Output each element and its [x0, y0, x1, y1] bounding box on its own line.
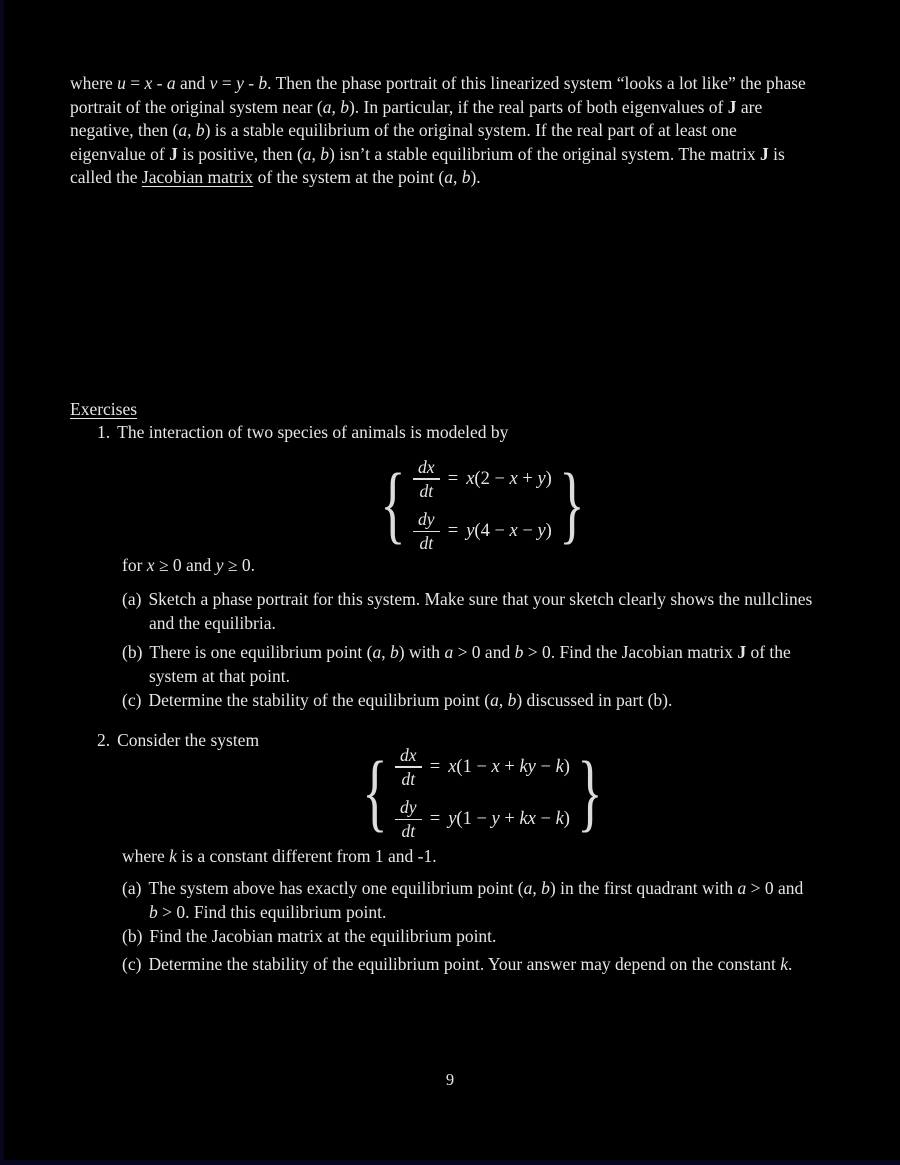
- part-text: Determine the stability of the equilibrium point. Your answer may depend on the constant k.: [148, 954, 793, 974]
- equation-rhs: x(2 − x + y): [466, 468, 552, 489]
- part-line: b > 0. Find this equilibrium point.: [149, 901, 387, 922]
- fraction-dx-dt: [395, 746, 422, 788]
- fraction-dy-dt: [395, 798, 422, 840]
- part-line: [122, 588, 812, 612]
- part-line: [122, 877, 803, 901]
- equation-system-2: [360, 746, 605, 841]
- part-line: [122, 925, 496, 949]
- part-text: Sketch a phase portrait for this system. Make sure that your sketch clearly shows the nullclines: [148, 589, 813, 609]
- equation-rhs: x(1 − x + ky − k): [448, 756, 570, 777]
- fraction-numerator: dy: [418, 509, 435, 530]
- part-text: Find the Jacobian matrix at the equilibrium point.: [149, 926, 497, 946]
- fraction-bar: [413, 531, 440, 533]
- part-line: [122, 641, 791, 665]
- part-line: [122, 953, 792, 977]
- problem-1-number: 1.: [97, 422, 111, 442]
- page-edge-left: [0, 0, 4, 1165]
- paragraph-line: negative, then (a, b) is a stable equilibrium of the original system. If the real part of at least one: [70, 120, 737, 140]
- part-text: Determine the stability of the equilibrium point (a, b) discussed in part (b).: [148, 690, 673, 710]
- part-label: (c): [122, 690, 142, 710]
- equals-sign: =: [429, 756, 441, 777]
- page-number: 9: [445, 1070, 455, 1089]
- paragraph-line: portrait of the original system near (a, b). In particular, if the real parts of both eigenvalues of J are: [70, 96, 763, 117]
- part-text: The system above has exactly one equilibrium point (a, b) in the first quadrant with a > 0 and: [148, 878, 804, 898]
- fraction-denominator: dt: [419, 480, 434, 501]
- exercises-heading: Exercises: [70, 399, 138, 419]
- paragraph-line: eigenvalue of J is positive, then (a, b) isn’t a stable equilibrium of the original system. The matrix J is: [70, 143, 785, 164]
- equation-dx-dt: [395, 746, 570, 788]
- fraction-bar: [395, 766, 422, 768]
- constant-note-line: where k is a constant different from 1 and -1.: [122, 846, 437, 866]
- fraction-numerator: dx: [418, 457, 435, 477]
- problem-1-title: The interaction of two species of animals is modeled by: [117, 422, 509, 442]
- equals-sign: =: [447, 520, 459, 541]
- equals-sign: =: [429, 808, 441, 829]
- equation-rows: [395, 746, 570, 841]
- equation-dy-dt: [395, 798, 570, 840]
- part-label: (c): [122, 954, 142, 974]
- problem-2-number: 2.: [97, 730, 111, 750]
- problem-1-part-b: [122, 641, 791, 688]
- right-brace: }: [577, 745, 603, 841]
- intro-paragraph: [70, 72, 806, 190]
- equation-dx-dt: [413, 458, 552, 500]
- part-line: [122, 689, 672, 713]
- part-line: and the equilibria.: [149, 612, 276, 633]
- fraction-bar: [413, 478, 440, 480]
- fraction-dy-dt: [413, 510, 440, 552]
- problem-2-part-c: [122, 953, 792, 977]
- part-label: (a): [122, 878, 142, 898]
- part-label: (b): [122, 926, 143, 946]
- fraction-numerator: dy: [400, 797, 417, 818]
- problem-1-part-a: [122, 588, 812, 635]
- problem-1-heading: [97, 421, 508, 445]
- equals-sign: =: [447, 468, 459, 489]
- fraction-denominator: dt: [401, 768, 416, 789]
- fraction-dx-dt: [413, 458, 440, 500]
- left-brace: {: [380, 457, 406, 553]
- part-label: (a): [122, 589, 142, 609]
- problem-2-part-b: [122, 925, 496, 949]
- equation-rhs: y(4 − x − y): [466, 520, 552, 541]
- equation-rows: [413, 458, 552, 553]
- problem-2-heading: [97, 729, 259, 753]
- equation-system-1: [378, 458, 587, 553]
- fraction-denominator: dt: [419, 533, 434, 554]
- problem-1-part-c: [122, 689, 672, 713]
- left-brace: {: [362, 745, 388, 841]
- paragraph-line: called the Jacobian matrix of the system at the point (a, b).: [70, 167, 481, 187]
- fraction-bar: [395, 819, 422, 821]
- part-line: system at that point.: [149, 665, 290, 686]
- equation-dy-dt: [413, 510, 552, 552]
- constraint-line: for x ≥ 0 and y ≥ 0.: [122, 555, 255, 575]
- paragraph-line: where u = x - a and v = y - b. Then the phase portrait of this linearized system “looks a lot like” the phase: [70, 73, 806, 93]
- page-edge-bottom: [0, 1160, 900, 1165]
- fraction-denominator: dt: [401, 821, 416, 842]
- part-label: (b): [122, 642, 143, 662]
- equation-rhs: y(1 − y + kx − k): [448, 808, 570, 829]
- problem-2-title: Consider the system: [117, 730, 260, 750]
- part-text: There is one equilibrium point (a, b) with a > 0 and b > 0. Find the Jacobian matrix J of the: [149, 642, 791, 662]
- fraction-numerator: dx: [400, 745, 417, 765]
- problem-2-part-a: [122, 877, 803, 924]
- right-brace: }: [559, 457, 585, 553]
